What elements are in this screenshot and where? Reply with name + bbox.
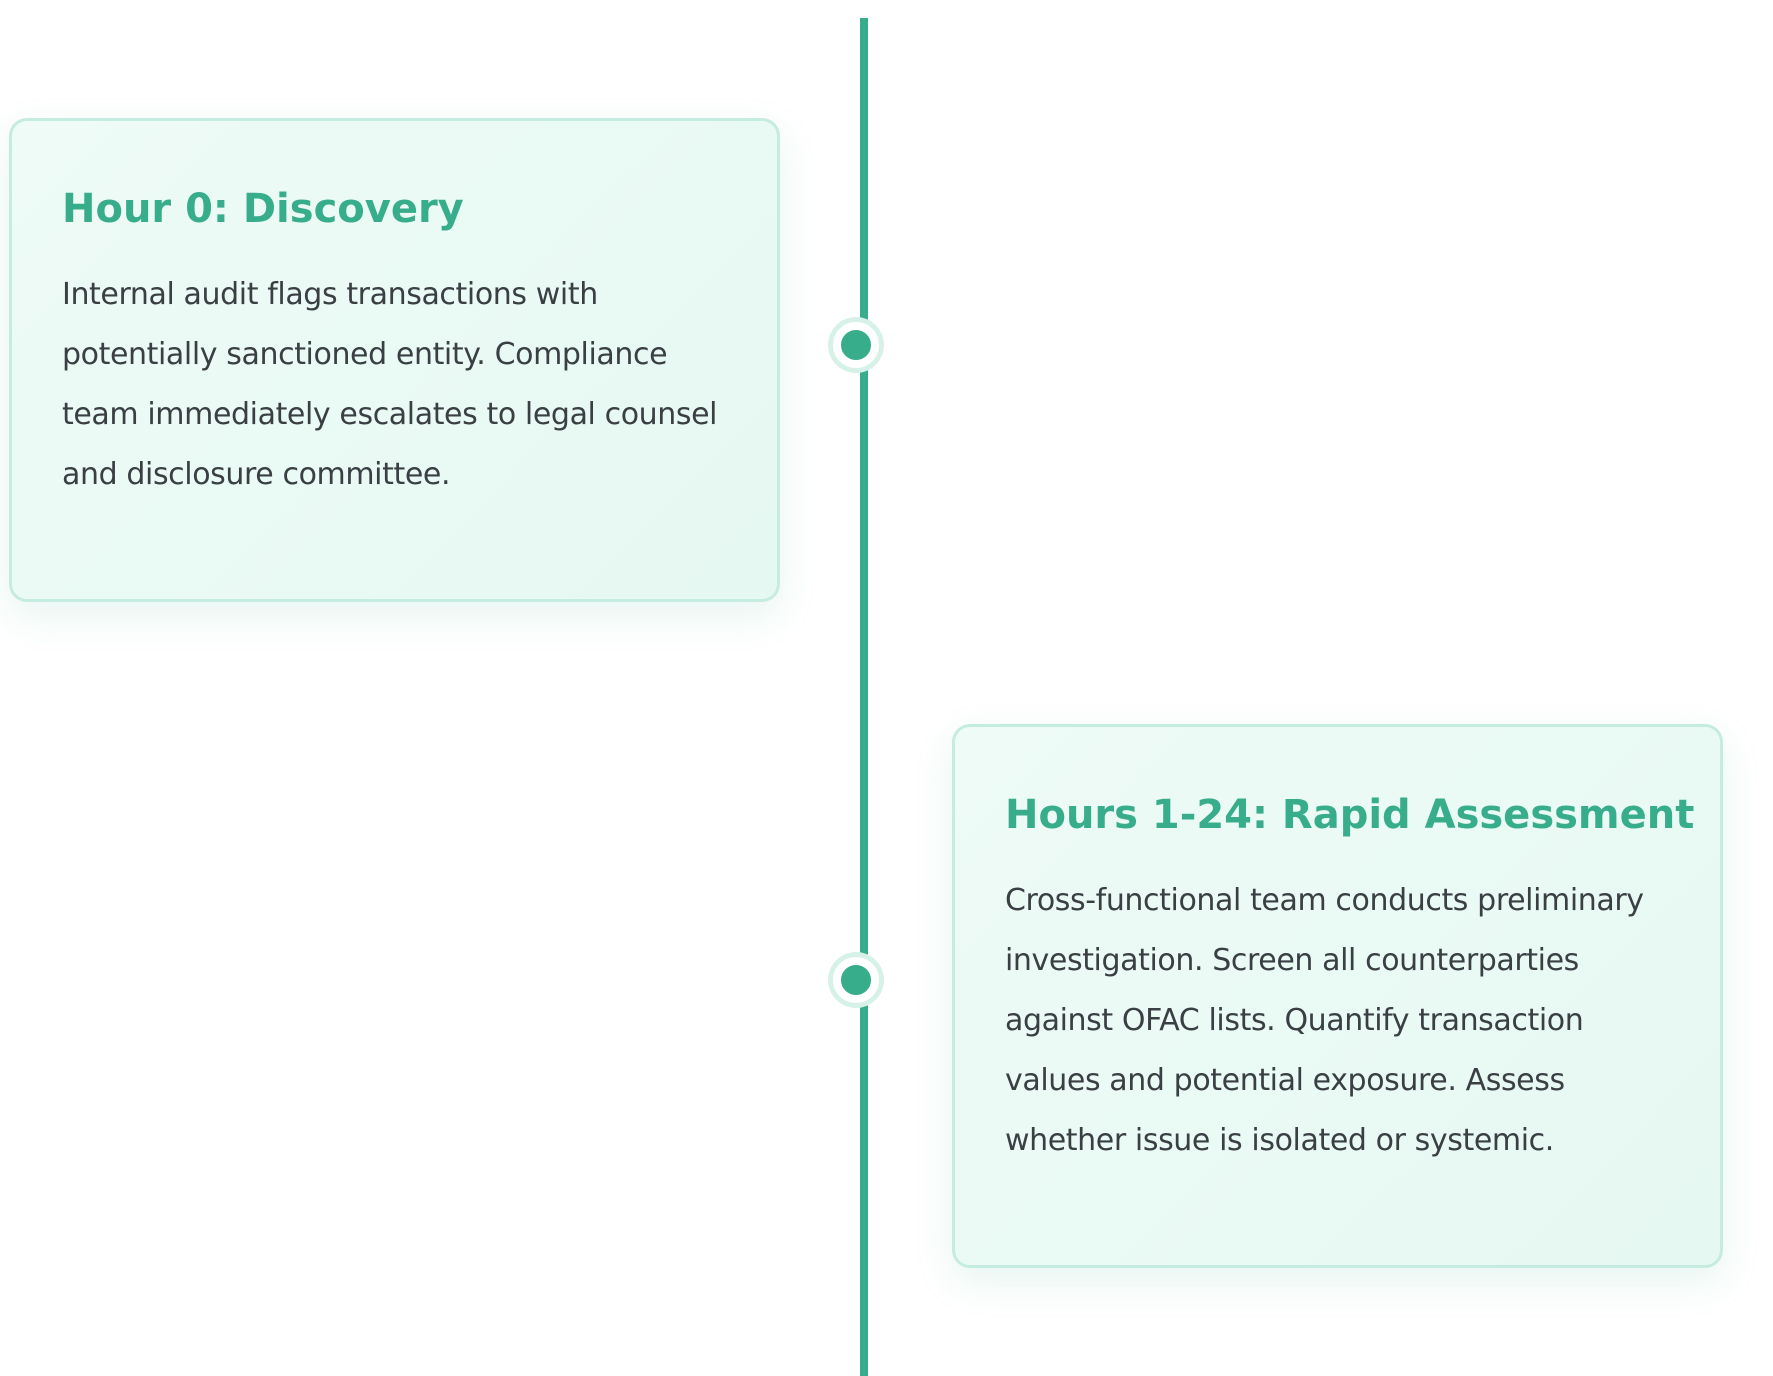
timeline-axis-line: [860, 18, 868, 1376]
event-title: Hour 0: Discovery: [62, 186, 464, 232]
timeline-event-card-rapid-assessment: [952, 724, 1723, 1268]
event-description: Internal audit flags transactions with potentially sanctioned entity. Compliance team immediately escalates to legal counsel and disclosure committee.: [62, 277, 718, 492]
timeline-marker-discovery: [833, 322, 879, 368]
event-title: Hours 1-24: Rapid Assessment: [1005, 792, 1695, 838]
event-description: Cross-functional team conducts preliminary investigation. Screen all counterparties against OFAC lists. Quantify transaction values and potential exposure. Assess whether issue is isolated or systemic.: [1005, 883, 1644, 1158]
timeline-event-card-discovery: [9, 118, 780, 602]
timeline-marker-rapid-assessment: [833, 957, 879, 1003]
